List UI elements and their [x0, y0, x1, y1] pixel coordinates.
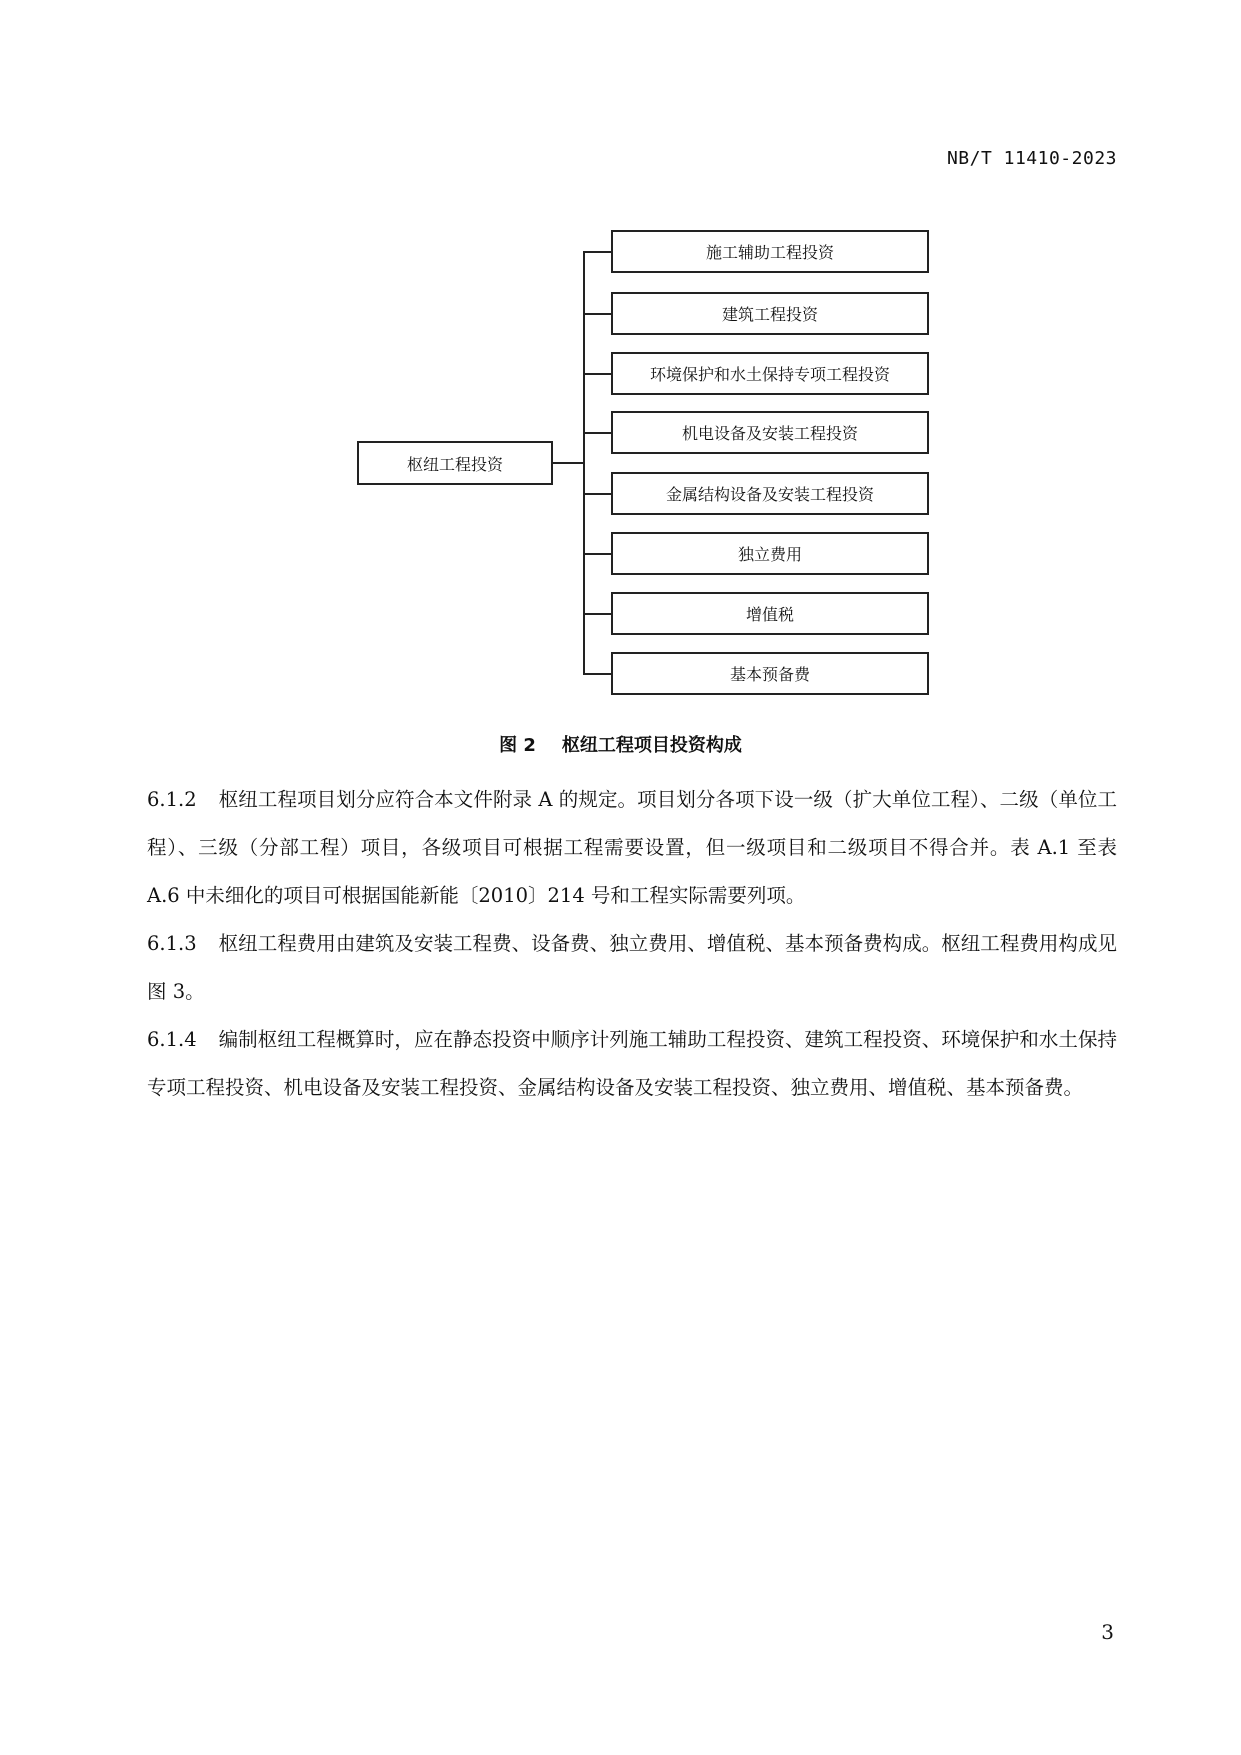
- connector-root-horizontal: [553, 462, 584, 464]
- clause-text: 枢纽工程费用由建筑及安装工程费、设备费、独立费用、增值税、基本预备费构成。枢纽工程费用构成见图 3。: [147, 932, 1117, 1003]
- document-code: NB/T 11410-2023: [946, 148, 1117, 169]
- connector-branch-8: [583, 673, 612, 675]
- investment-structure-diagram: [0, 0, 1241, 720]
- page-number: 3: [1101, 1620, 1114, 1644]
- figure-title: 枢纽工程项目投资构成: [561, 735, 742, 756]
- clause-paragraph: [147, 920, 1117, 1016]
- diagram-child-label: 基本预备费: [729, 665, 810, 684]
- clause-number: 6.1.2: [147, 788, 197, 811]
- diagram-child-box: [611, 292, 929, 335]
- clause-text: 枢纽工程项目划分应符合本文件附录 A 的规定。项目划分各项下设一级（扩大单位工程）、二级（单位工程）、三级（分部工程）项目，各级项目可根据工程需要设置，但一级项目和二级项目不得合并。表 A.1 至表 A.6 中未细化的项目可根据国能新能〔2010〕214 号和工程实际需要列项。: [147, 788, 1117, 907]
- body-text: [147, 776, 1117, 1112]
- diagram-child-label: 增值税: [745, 605, 794, 624]
- diagram-child-box: [611, 592, 929, 635]
- diagram-child-box: [611, 532, 929, 575]
- connector-branch-7: [583, 613, 612, 615]
- clause-paragraph: [147, 1016, 1117, 1112]
- clause-text: 编制枢纽工程概算时，应在静态投资中顺序计列施工辅助工程投资、建筑工程投资、环境保护和水土保持专项工程投资、机电设备及安装工程投资、金属结构设备及安装工程投资、独立费用、增值税、基本预备费。: [147, 1028, 1117, 1099]
- diagram-child-label: 机电设备及安装工程投资: [681, 424, 858, 443]
- figure-number: 图 2: [499, 735, 536, 756]
- diagram-root-box: [357, 441, 553, 485]
- diagram-child-label: 建筑工程投资: [721, 305, 818, 324]
- diagram-root-label: 枢纽工程投资: [406, 454, 503, 474]
- diagram-child-label: 金属结构设备及安装工程投资: [665, 485, 874, 504]
- diagram-child-box: [611, 652, 929, 695]
- connector-branch-4: [583, 432, 612, 434]
- connector-branch-1: [583, 251, 612, 253]
- connector-branch-5: [583, 493, 612, 495]
- diagram-child-box: [611, 411, 929, 454]
- diagram-child-box: [611, 230, 929, 273]
- clause-number: 6.1.3: [147, 932, 197, 955]
- diagram-child-label: 环境保护和水土保持专项工程投资: [649, 365, 890, 384]
- clause-paragraph: [147, 776, 1117, 920]
- clause-number: 6.1.4: [147, 1028, 197, 1051]
- diagram-child-box: [611, 472, 929, 515]
- figure-caption: [0, 731, 1241, 757]
- diagram-child-label: 施工辅助工程投资: [705, 243, 834, 262]
- diagram-child-box: [611, 352, 929, 395]
- connector-branch-3: [583, 373, 612, 375]
- connector-branch-6: [583, 553, 612, 555]
- connector-branch-2: [583, 313, 612, 315]
- diagram-child-label: 独立费用: [737, 545, 802, 564]
